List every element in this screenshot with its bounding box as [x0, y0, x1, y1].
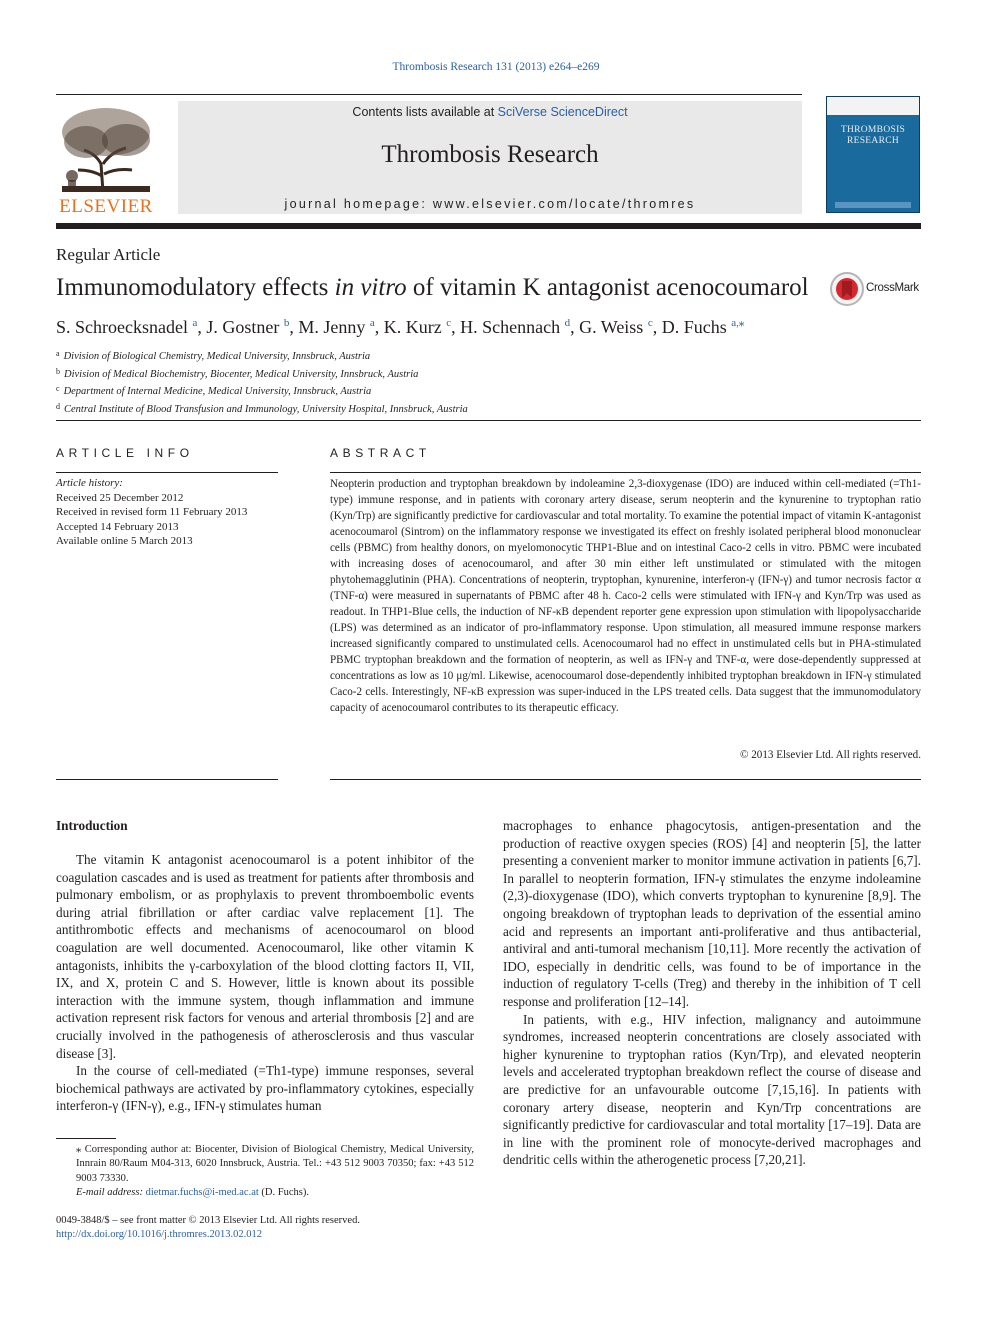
- corresponding-address: ⁎ Corresponding author at: Biocenter, Division of Biological Chemistry, Medical University, Innrain 80/Raum M04-313, 6020 Innsbruck, Austria. Tel.: +43 512 9003 70350; fax: +43 512 9003 73330.: [76, 1144, 474, 1184]
- header-rule: [56, 94, 802, 95]
- author-name[interactable]: D. Fuchs: [661, 317, 727, 337]
- left-column: [56, 851, 474, 1115]
- email-link[interactable]: dietmar.fuchs@i-med.ac.at: [145, 1186, 259, 1198]
- introduction-heading: Introduction: [56, 818, 128, 833]
- email-suffix: (D. Fuchs).: [258, 1186, 309, 1198]
- cover-footer-band: [835, 202, 911, 208]
- abstract-text: Neopterin production and tryptophan breakdown by indoleamine 2,3-dioxygenase (IDO) are induced within cell-mediated (=Th1-type) immune response, and in patients with coronary artery disease, serum neopterin and the kynurenine to tryptophan ratio (Kyn/Trp) are significantly predictive for cardiovascular and total mortality. To examine the potential impact of vitamin K-antagonist acenocoumarol (Sintrom) on the inflammatory response we investigated its effect on freshly isolated peripheral blood mononuclear cells (PBMC) from healthy donors, on myelomonocytic THP1-Blue and on intestinal Caco-2 cells in vitro. PBMC were incubated with increasing doses of acenocoumarol, and after 30 min either left unstimulated or stimulated with the mitogen phytohemagglutinin (PHA). Concentrations of neopterin, tryptophan, kynurenine, interferon-γ (IFN-γ) and tumor necrosis factor α (TNF-α) were measured in supernatants of PBMC after 48 h. Caco-2 cells were stimulated with IFN-γ and Kyn/Trp was used as readout. In THP1-Blue cells, the induction of NF-κB dependent reporter gene expression upon stimulation with lipopolysaccharide (LPS) was determined as an indicator of pro-inflammatory response. Upon stimulation, all measured immune response markers increased significantly compared to unstimulated cells. Acenocoumarol had no effect in unstimulated cells but in PHA-stimulated PBMC tryptophan breakdown and the formation of neopterin, as well as IFN-γ and TNF-α, were dose-dependently suppressed at concentrations as low as 10 μg/ml. Likewise, acenocoumarol dose-dependently inhibited tryptophan breakdown in IFN-γ stimulated Caco-2 cells. Interestingly, NF-κB expression was super-induced in the LPS treated cells. Data suggest that the immunomodulatory capacity of acenocoumarol contributes to its therapeutic efficacy.: [330, 478, 921, 714]
- history-revised: Received in revised form 11 February 2013: [56, 506, 248, 518]
- affiliation-text: Division of Biological Chemistry, Medical University, Innsbruck, Austria: [63, 351, 371, 362]
- affiliation-item: [56, 400, 468, 418]
- author-name[interactable]: H. Schennach: [460, 317, 561, 337]
- affiliation-marker: b: [56, 366, 60, 376]
- right-column: [503, 817, 921, 1169]
- article-info-end-rule: [56, 779, 278, 780]
- author-affiliation-marker[interactable]: d: [564, 317, 571, 329]
- abstract-heading: ABSTRACT: [330, 446, 431, 460]
- bottom-metadata: [56, 1214, 360, 1243]
- abstract-copyright: © 2013 Elsevier Ltd. All rights reserved.: [740, 749, 921, 761]
- affiliation-list: [56, 347, 468, 417]
- journal-masthead: [178, 101, 802, 214]
- journal-cover[interactable]: [826, 96, 920, 213]
- sciencedirect-link[interactable]: SciVerse ScienceDirect: [497, 105, 628, 119]
- contents-line: [178, 105, 802, 119]
- author-affiliation-marker[interactable]: a,⁎: [731, 317, 745, 329]
- contents-prefix: Contents lists available at: [352, 105, 498, 119]
- article-info-rule: [56, 472, 278, 473]
- intro-paragraph: In the course of cell-mediated (=Th1-type) immune responses, several biochemical pathways are activated by pro-inflammatory cytokines, especially interferon-γ (IFN-γ), e.g., IFN-γ stimulates human: [56, 1063, 474, 1114]
- email-label: E-mail address:: [76, 1186, 146, 1198]
- affiliation-marker: d: [56, 401, 60, 411]
- elsevier-wordmark: ELSEVIER: [59, 196, 153, 217]
- elsevier-logo[interactable]: [56, 104, 156, 216]
- author-affiliation-marker[interactable]: a: [192, 317, 198, 329]
- author-name[interactable]: M. Jenny: [298, 317, 366, 337]
- cover-title: THROMBOSIS RESEARCH: [840, 125, 906, 146]
- corresponding-author-footnote: [56, 1143, 474, 1200]
- affiliation-item: [56, 365, 468, 383]
- journal-citation[interactable]: Thrombosis Research 131 (2013) e264–e269: [392, 61, 600, 73]
- crossmark-badge[interactable]: [829, 271, 921, 307]
- cover-top-band: [827, 97, 919, 115]
- author-affiliation-marker[interactable]: a: [369, 317, 375, 329]
- issn-line: 0049-3848/$ – see front matter © 2013 Elsevier Ltd. All rights reserved.: [56, 1215, 360, 1226]
- author-name[interactable]: K. Kurz: [383, 317, 442, 337]
- history-accepted: Accepted 14 February 2013: [56, 520, 179, 533]
- title-part-1: Immunomodulatory effects: [56, 274, 335, 301]
- author-affiliation-marker[interactable]: c: [647, 317, 653, 329]
- history-label: Article history:: [56, 477, 123, 489]
- footnote-rule: [56, 1138, 116, 1139]
- article-type: Regular Article: [56, 245, 161, 264]
- affiliation-text: Department of Internal Medicine, Medical University, Innsbruck, Austria: [63, 386, 372, 397]
- abstract-rule: [330, 472, 921, 473]
- title-part-2: of vitamin K antagonist acenocoumarol: [406, 274, 809, 301]
- title-italic: in vitro: [334, 274, 407, 301]
- author-name[interactable]: J. Gostner: [206, 317, 280, 337]
- crossmark-label: CrossMark: [866, 282, 919, 294]
- intro-paragraph: The vitamin K antagonist acenocoumarol is a potent inhibitor of the coagulation cascades and is used as treatment for patients after thrombosis and pulmonary embolism, or as prophylaxis to prevent thromboembolic events during atrial fibrillation or after cardiac valve replacement [1]. The antithrombotic effects and mechanisms of acenocoumarol on blood coagulation are well documented. Acenocoumarol, like other vitamin K antagonists, inhibits the γ-carboxylation of the blood clotting factors II, VII, IX, and X, protein C and S. However, little is known about its possible interaction with the immune system, though inflammation and immune activation represent risk factors for venous and arterial thrombosis [2] and are crucially involved in the pathogenesis of atherosclerosis and thus vascular disease [3].: [56, 852, 474, 1061]
- front-matter-rule: [56, 420, 921, 421]
- affiliation-marker: c: [56, 384, 60, 393]
- crossmark-icon: [829, 271, 865, 307]
- article-info-heading: ARTICLE INFO: [56, 446, 194, 460]
- header-thick-rule: [56, 223, 921, 229]
- affiliation-marker: a: [56, 349, 60, 358]
- abstract-end-rule: [330, 779, 921, 780]
- email-line: [76, 1186, 474, 1200]
- intro-paragraph: macrophages to enhance phagocytosis, antigen-presentation and the production of reactive oxygen species (ROS) [4] and neopterin [5], the latter presenting a convenient marker to monitor immune activation in patients [6,7]. In parallel to neopterin formation, IFN-γ stimulates the enzyme indoleamine (2,3)-dioxygenase (IDO), which converts tryptophan to kynurenine [8,9]. The ongoing breakdown of tryptophan leads to deprivation of the essential amino acid and represents an important anti-proliferative and thus antibacterial, antiviral and anti-tumoral mechanism [10,11]. More recently the activation of IDO, especially in dendritic cells, was found to be of importance in the induction of regulatory T-cells (Treg) and thereby in the inhibition of T cell response and proliferation [12–14].: [503, 818, 921, 1009]
- affiliation-text: Division of Medical Biochemistry, Biocenter, Medical University, Innsbruck, Austria: [64, 368, 419, 380]
- article-history: [56, 476, 247, 549]
- author-list: S. Schroecksnadel $^a$, J. Gostner $^b$, M. Jenny $^a$, K. Kurz $^c$, H. Schennach $^d$, G. Weiss $^c$, D. Fuchs $^{a,⁎}$: [56, 317, 745, 337]
- author-affiliation-marker[interactable]: c: [446, 317, 452, 329]
- history-online: Available online 5 March 2013: [56, 535, 193, 547]
- author-name[interactable]: S. Schroecksnadel: [56, 317, 188, 337]
- doi-link[interactable]: http://dx.doi.org/10.1016/j.thromres.2013.02.012: [56, 1229, 263, 1241]
- author-affiliation-marker[interactable]: b: [283, 317, 290, 329]
- journal-homepage[interactable]: journal homepage: www.elsevier.com/locate/thromres: [284, 197, 696, 211]
- journal-name: Thrombosis Research: [381, 141, 599, 168]
- intro-paragraph: In patients, with e.g., HIV infection, malignancy and autoimmune syndromes, increased neopterin concentrations are closely associated with higher kynurenine to tryptophan ratios (Kyn/Trp), and elevated neopterin levels and accelerated tryptophan breakdown reflect the course of disease and are predictive for an unfavourable outcome [7,15,16]. In patients with coronary artery disease, neopterin and Kyn/Trp concentrations are significantly predictive for cardiovascular and total mortality [17–19]. Data are in line with the prominent role of monocyte-derived macrophages and dendritic cells within the atherogenetic process [7,20,21].: [503, 1011, 921, 1168]
- author-name[interactable]: G. Weiss: [579, 317, 644, 337]
- affiliation-item: [56, 347, 468, 365]
- affiliation-item: [56, 382, 468, 400]
- affiliation-text: Central Institute of Blood Transfusion and Immunology, University Hospital, Innsbruck, Austria: [64, 403, 468, 415]
- article-title: [56, 274, 809, 302]
- history-received: Received 25 December 2012: [56, 491, 184, 504]
